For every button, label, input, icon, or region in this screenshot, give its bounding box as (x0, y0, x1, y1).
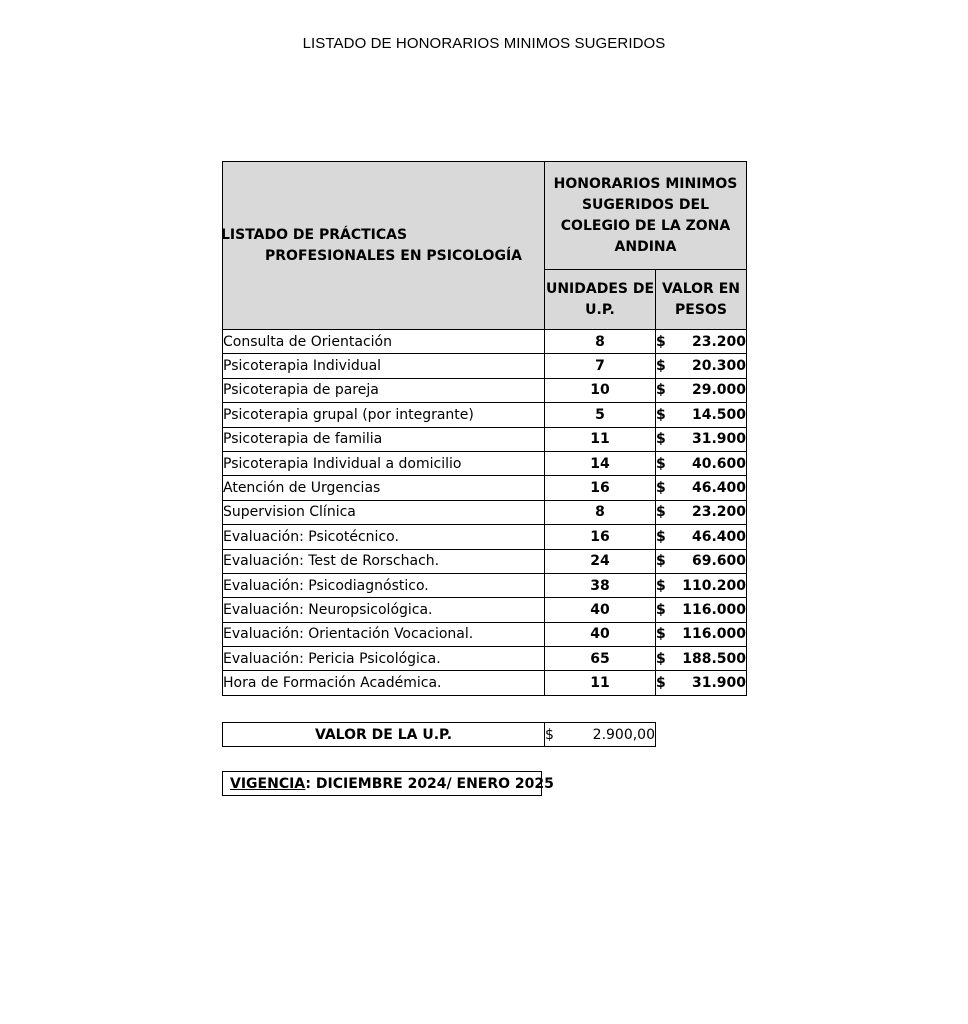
currency-symbol: $ (656, 601, 666, 618)
up-value-table (222, 722, 656, 747)
practice-value-cell (656, 378, 747, 402)
practice-value-cell (656, 573, 747, 597)
practice-units: 11 (545, 427, 656, 451)
fees-column-header: HONORARIOS MINIMOS SUGERIDOS DEL COLEGIO DE LA ZONA ANDINA (545, 162, 747, 270)
practice-name: Evaluación: Neuropsicológica. (223, 598, 545, 622)
practices-header-line1: LISTADO DE PRÁCTICAS (221, 226, 408, 243)
up-amount: 2.900,00 (592, 726, 655, 743)
currency-symbol: $ (656, 333, 666, 350)
practice-value-cell (656, 525, 747, 549)
currency-symbol: $ (656, 553, 666, 570)
up-currency-symbol: $ (545, 726, 554, 743)
practice-units: 24 (545, 549, 656, 573)
practice-name: Psicoterapia Individual a domicilio (223, 451, 545, 475)
practice-value: 31.900 (691, 431, 746, 448)
currency-symbol: $ (656, 577, 666, 594)
practice-value: 40.600 (691, 455, 746, 472)
table-row (223, 451, 747, 475)
practices-header-line2: PROFESIONALES EN PSICOLOGÍA (265, 247, 522, 264)
practice-name: Atención de Urgencias (223, 476, 545, 500)
practice-value-cell (656, 671, 747, 695)
practice-value-cell (656, 476, 747, 500)
table-row (223, 573, 747, 597)
table-row (223, 647, 747, 671)
table-row (223, 378, 747, 402)
practice-name: Hora de Formación Académica. (223, 671, 545, 695)
practice-units: 11 (545, 671, 656, 695)
practice-value-cell (656, 330, 747, 354)
practice-value-cell (656, 354, 747, 378)
up-value-label: VALOR DE LA U.P. (223, 723, 545, 747)
practice-value: 14.500 (691, 406, 746, 423)
document-title: LISTADO DE HONORARIOS MINIMOS SUGERIDOS (302, 35, 666, 52)
practice-name: Evaluación: Psicodiagnóstico. (223, 573, 545, 597)
practices-column-header (223, 162, 545, 330)
currency-symbol: $ (656, 431, 666, 448)
currency-symbol: $ (656, 455, 666, 472)
currency-symbol: $ (656, 650, 666, 667)
table-row (223, 500, 747, 524)
practice-value-cell (656, 622, 747, 646)
table-row (223, 476, 747, 500)
practice-name: Psicoterapia de familia (223, 427, 545, 451)
practice-value-cell (656, 403, 747, 427)
practice-units: 14 (545, 451, 656, 475)
practice-units: 40 (545, 598, 656, 622)
currency-symbol: $ (656, 382, 666, 399)
practice-value-cell (656, 451, 747, 475)
table-row (223, 525, 747, 549)
practice-value: 31.900 (691, 675, 746, 692)
table-row (223, 598, 747, 622)
practice-value-cell (656, 598, 747, 622)
practice-name: Psicoterapia Individual (223, 354, 545, 378)
practice-units: 5 (545, 403, 656, 427)
practice-value: 29.000 (691, 382, 746, 399)
fees-table (222, 161, 747, 696)
practice-units: 16 (545, 525, 656, 549)
practice-name: Supervision Clínica (223, 500, 545, 524)
practice-units: 40 (545, 622, 656, 646)
practice-units: 8 (545, 500, 656, 524)
table-row (223, 622, 747, 646)
practice-value: 69.600 (691, 553, 746, 570)
practice-value: 23.200 (691, 333, 746, 350)
practice-value: 116.000 (682, 626, 746, 643)
practice-name: Evaluación: Psicotécnico. (223, 525, 545, 549)
practice-value-cell (656, 647, 747, 671)
practice-value: 23.200 (691, 504, 746, 521)
table-row (223, 671, 747, 695)
currency-symbol: $ (656, 504, 666, 521)
practice-name: Consulta de Orientación (223, 330, 545, 354)
currency-symbol: $ (656, 406, 666, 423)
practice-value: 110.200 (682, 577, 746, 594)
practice-units: 16 (545, 476, 656, 500)
practice-value: 46.400 (691, 480, 746, 497)
validity-label: VIGENCIA (230, 776, 306, 792)
practice-value-cell (656, 500, 747, 524)
practice-name: Psicoterapia de pareja (223, 378, 545, 402)
practice-units: 38 (545, 573, 656, 597)
currency-symbol: $ (656, 675, 666, 692)
validity-box (222, 771, 554, 796)
up-value-amount-cell (545, 723, 656, 747)
table-row (223, 403, 747, 427)
practice-units: 10 (545, 378, 656, 402)
table-row (223, 330, 747, 354)
currency-symbol: $ (656, 480, 666, 497)
units-column-header: UNIDADES DE U.P. (545, 270, 656, 330)
currency-symbol: $ (656, 626, 666, 643)
practice-name: Evaluación: Orientación Vocacional. (223, 622, 545, 646)
practice-name: Evaluación: Test de Rorschach. (223, 549, 545, 573)
fees-table-body (223, 330, 747, 696)
practice-value-cell (656, 549, 747, 573)
practice-value: 188.500 (682, 650, 746, 667)
practice-value: 20.300 (691, 358, 746, 375)
practice-value-cell (656, 427, 747, 451)
table-row (223, 354, 747, 378)
currency-symbol: $ (656, 528, 666, 545)
validity-period: : DICIEMBRE 2024/ ENERO 2025 (305, 776, 554, 792)
value-column-header: VALOR EN PESOS (656, 270, 747, 330)
practice-units: 65 (545, 647, 656, 671)
practice-name: Evaluación: Pericia Psicológica. (223, 647, 545, 671)
currency-symbol: $ (656, 358, 666, 375)
practice-value: 116.000 (682, 601, 746, 618)
practice-units: 7 (545, 354, 656, 378)
practice-units: 8 (545, 330, 656, 354)
table-row (223, 427, 747, 451)
practice-name: Psicoterapia grupal (por integrante) (223, 403, 545, 427)
practice-value: 46.400 (691, 528, 746, 545)
table-row (223, 549, 747, 573)
